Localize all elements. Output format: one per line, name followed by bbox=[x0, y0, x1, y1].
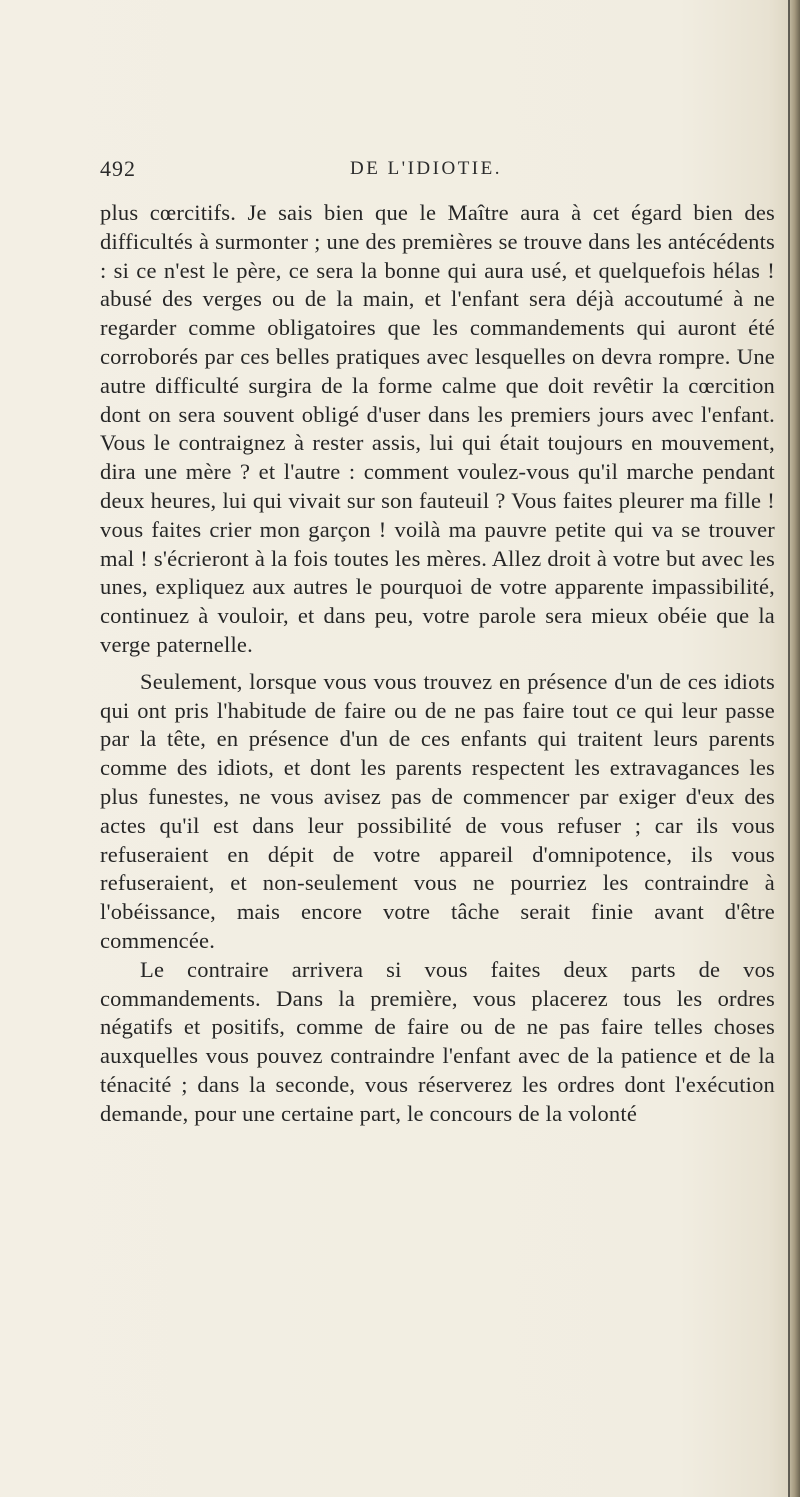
page-header bbox=[100, 150, 775, 190]
paragraph-seulement: Seulement, lorsque vous vous trouvez en présence d'un de ces idiots qui ont pris l'habitude de faire ou de ne pas faire tout ce qui leur passe par la tête, en présence d'un de ces enfants qui traitent leurs parents comme des idiots, et dont les parents respectent les extravagances les plus funestes, ne vous avisez pas de commencer par exiger d'eux des actes qu'il est dans leur possibilité de vous refuser ; car ils vous refuseraient en dépit de votre appareil d'omnipotence, ils vous refuseraient, et non-seulement vous ne pourriez les contraindre à l'obéissance, mais encore votre tâche serait finie avant d'être commencée. bbox=[100, 668, 775, 953]
paragraph-le-contraire: Le contraire arrivera si vous faites deux parts de vos commandements. Dans la première, vous placerez tous les ordres négatifs et positifs, comme de faire ou de ne pas faire telles choses auxquelles vous pouvez contraindre l'enfant avec de la patience et de la ténacité ; dans la seconde, vous réserverez les ordres dont l'exécution demande, pour une certaine part, le concours de la volonté bbox=[100, 956, 775, 1126]
paragraph-continuation: plus cœrcitifs. Je sais bien que le Maître aura à cet égard bien des difficultés à surmonter ; une des premières se trouve dans les antécédents : si ce n'est le père, ce sera la bonne qui aura usé, et quelquefois hélas ! abusé des verges ou de la main, et l'enfant sera déjà accoutumé à ne regarder comme obligatoires que les commandements qui auront été corroborés par ces belles pratiques avec lesquelles on devra rompre. Une autre difficulté surgira de la forme calme que doit revêtir la cœrcition dont on sera souvent obligé d'user dans les premiers jours avec l'enfant. Vous le contraignez à rester assis, lui qui était toujours en mouvement, dira une mère ? et l'autre : comment voulez-vous qu'il marche pendant deux heures, lui qui vivait sur son fauteuil ? Vous faites pleurer ma fille ! vous faites crier mon garçon ! voilà ma pauvre petite qui va se trouver mal ! s'écrieront à la fois toutes les mères. Allez droit à votre but avec les unes, expliquez aux autres le pourquoi de votre apparente impassibilité, continuez à vouloir, et dans peu, votre parole sera mieux obéie que la verge paternelle. bbox=[100, 200, 775, 657]
page-edge-line bbox=[788, 0, 790, 1497]
running-title: DE L'IDIOTIE. bbox=[350, 158, 502, 179]
body-text bbox=[100, 199, 775, 1129]
page-number: 492 bbox=[100, 156, 136, 181]
